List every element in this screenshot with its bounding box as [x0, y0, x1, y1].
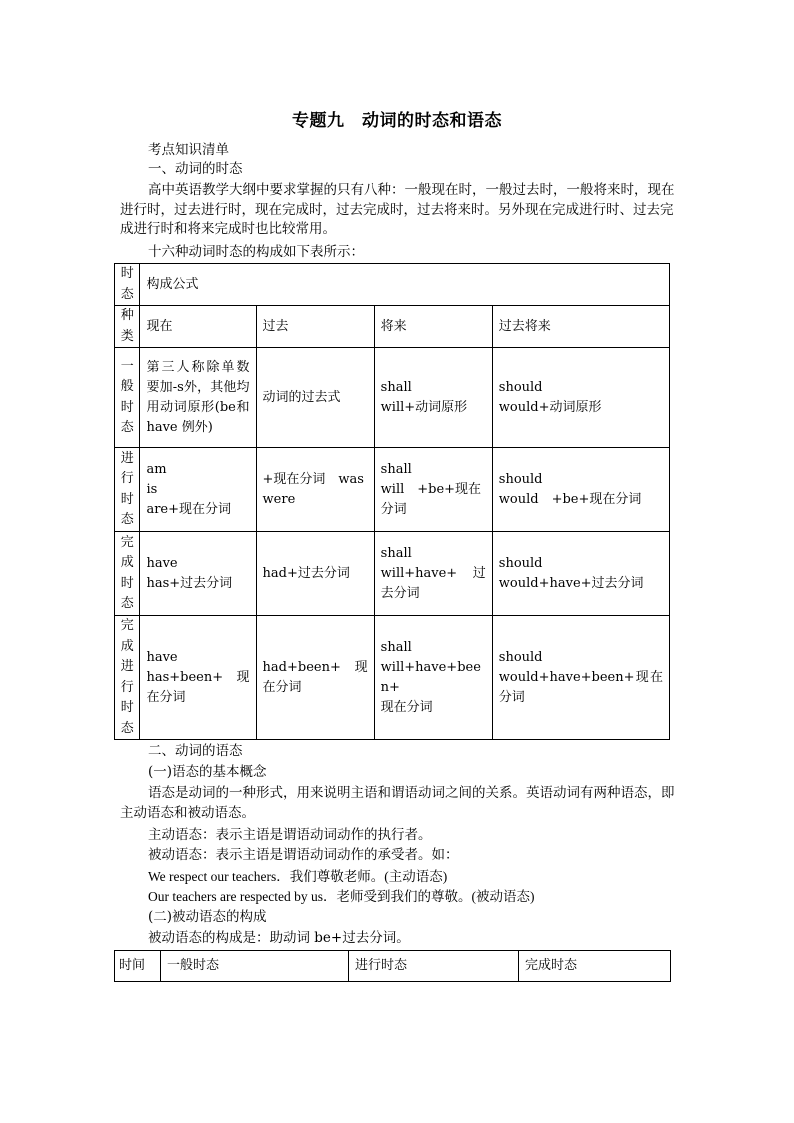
cell-line: will+动词原形 [380, 399, 468, 415]
cell-past-future [492, 448, 669, 532]
page-title: 专题九 动词的时态和语态 [292, 111, 502, 131]
row-label: 一般时态 [120, 358, 134, 435]
kind-label-cell [115, 306, 140, 348]
cell-line: has+过去分词 [146, 575, 233, 591]
table-column-row [115, 306, 670, 348]
cell-past [256, 348, 374, 448]
cell-line: would+have+been+现在分词 [498, 669, 663, 705]
cell-line: 动词的过去式 [262, 389, 341, 405]
table-intro: 十六种动词时态的构成如下表所示： [148, 244, 364, 260]
cell-present [140, 532, 256, 616]
cell-past [256, 532, 374, 616]
voice-col-time: 时间 [115, 951, 161, 982]
table-row [115, 448, 670, 532]
col-future-header: 将来 [374, 306, 492, 348]
cell-line: should [498, 379, 543, 395]
cell-future [374, 532, 492, 616]
cell-present [140, 616, 256, 740]
example-sentence-2: Our teachers are respected by us．老师受到我们的尊敬。(被动语态) [148, 889, 535, 904]
row-label-cell [115, 532, 140, 616]
table-row [115, 616, 670, 740]
formula-header-cell [140, 264, 670, 306]
voice-col-simple: 一般时态 [161, 951, 349, 982]
cell-past [256, 616, 374, 740]
part2-paragraph: 语态是动词的一种形式，用来说明主语和谓语动词之间的关系。英语动词有两种语态，即主动语态和被动语态。 [120, 785, 675, 821]
table-header-row [115, 264, 670, 306]
cell-line: should [498, 649, 543, 665]
cell-line: would+动词原形 [498, 399, 602, 415]
passive-voice-definition: 被动语态：表示主语是谓语动词动作的承受者。如： [148, 847, 459, 863]
cell-future [374, 448, 492, 532]
voice-col-perfect: 完成时态 [519, 951, 671, 982]
cell-line: had+过去分词 [262, 565, 350, 581]
cell-line: should [498, 555, 543, 571]
tense-table [114, 263, 670, 740]
voice-table [114, 950, 671, 982]
row-label: 完成进行时态 [120, 618, 134, 736]
cell-line: 现在分词 [380, 699, 433, 715]
part2-heading: 二、动词的语态 [148, 743, 243, 759]
header-corner-cell [115, 264, 140, 306]
cell-line: should [498, 471, 543, 487]
header-corner-text: 时态 [120, 266, 134, 302]
cell-line: has+been+ 现在分词 [146, 669, 250, 705]
cell-future [374, 348, 492, 448]
table-row [115, 348, 670, 448]
part1-paragraph: 高中英语教学大纲中要求掌握的只有八种：一般现在时，一般过去时，一般将来时，现在进行时，过去进行时，现在完成时，过去完成时，过去将来时。另外现在完成进行时、过去完成进行时和将来完成时也比较常用。 [120, 182, 675, 237]
col-past-header: 过去 [256, 306, 374, 348]
cell-present [140, 348, 256, 448]
row-label-cell [115, 616, 140, 740]
formula-label: 构成公式 [146, 276, 199, 292]
part2-subheading-1: (一)语态的基本概念 [148, 764, 267, 780]
cell-line: shall [380, 545, 412, 561]
cell-past-future [492, 616, 669, 740]
cell-line: were [262, 491, 296, 507]
cell-past [256, 448, 374, 532]
cell-line: +现在分词 was [262, 471, 364, 487]
example-sentence-1: We respect our teachers．我们尊敬老师。(主动语态) [148, 869, 448, 884]
cell-line: would+have+过去分词 [498, 575, 644, 591]
cell-past-future [492, 348, 669, 448]
col-past-future-header: 过去将来 [492, 306, 669, 348]
cell-line: am [146, 461, 167, 477]
cell-line: will +be+现在分词 [380, 481, 482, 517]
cell-line: would +be+现在分词 [498, 491, 642, 507]
cell-line: shall [380, 461, 412, 477]
table-row [115, 532, 670, 616]
cell-line: shall [380, 639, 412, 655]
cell-line: have [146, 555, 178, 571]
section-header: 考点知识清单 [148, 142, 229, 158]
cell-line: 第三人称除单数要加-s外，其他均用动词原形(be和have 例外) [146, 359, 250, 435]
row-label-cell [115, 448, 140, 532]
part2-subheading-2: (二)被动语态的构成 [148, 909, 267, 925]
active-voice-definition: 主动语态：表示主语是谓语动词动作的执行者。 [148, 827, 432, 843]
cell-future [374, 616, 492, 740]
voice-col-progressive: 进行时态 [349, 951, 519, 982]
cell-line: are+现在分词 [146, 501, 232, 517]
passive-formula: 被动语态的构成是：助动词 be+过去分词。 [148, 930, 410, 946]
cell-past-future [492, 532, 669, 616]
col-present-header: 现在 [140, 306, 256, 348]
kind-label: 种类 [120, 308, 134, 344]
cell-line: is [146, 481, 158, 497]
cell-line: will+have+ 过去分词 [380, 565, 486, 601]
cell-line: shall [380, 379, 412, 395]
row-label: 进行时态 [120, 450, 134, 527]
row-label-cell [115, 348, 140, 448]
part1-heading: 一、动词的时态 [148, 161, 243, 177]
cell-present [140, 448, 256, 532]
cell-line: have [146, 649, 178, 665]
row-label: 完成时态 [120, 534, 134, 611]
cell-line: will+have+been+ [380, 659, 481, 695]
cell-line: had+been+ 现在分词 [262, 659, 368, 695]
voice-table-header-row [115, 951, 671, 982]
